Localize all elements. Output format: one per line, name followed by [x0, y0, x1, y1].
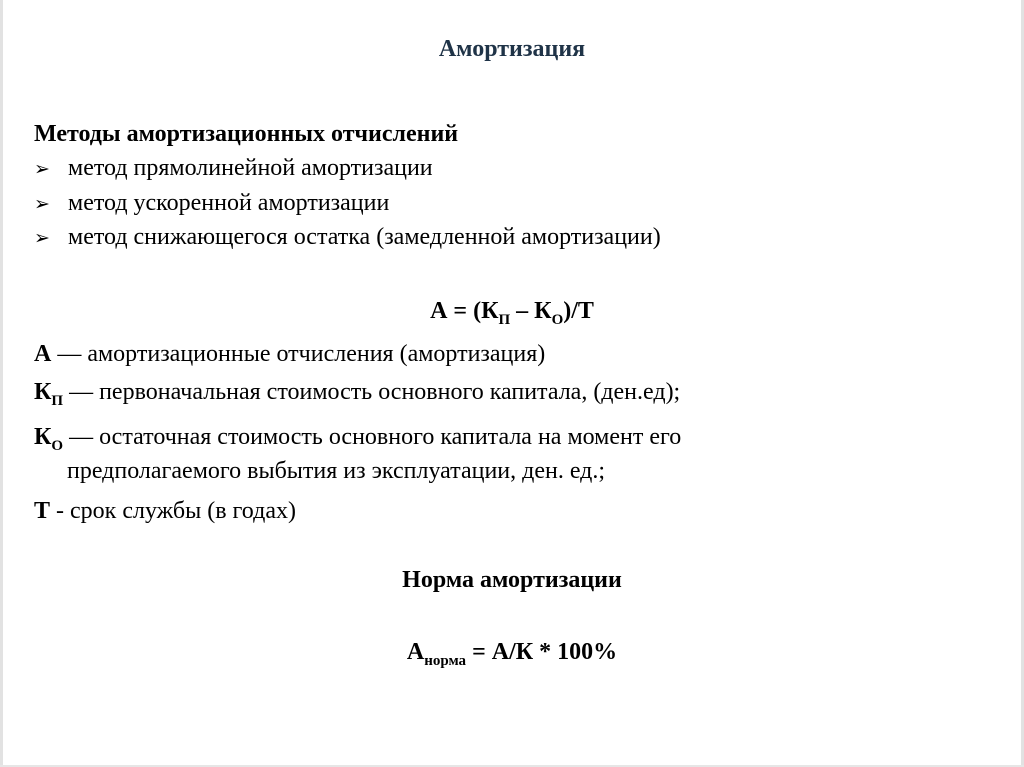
definition-t-text: - срок службы (в годах): [50, 498, 296, 524]
arrow-bullet-icon: ➢: [34, 192, 50, 215]
definition-ko-text: — остаточная стоимость основного капитала на момент его: [63, 424, 682, 450]
norm-heading: Норма амортизации: [402, 567, 622, 593]
list-item: [34, 155, 433, 182]
norm-formula: [0, 639, 1024, 670]
formula-sub-o: О: [551, 311, 564, 328]
definition-ko: [34, 424, 681, 455]
arrow-bullet-icon: ➢: [34, 226, 50, 249]
symbol-sub-p: П: [51, 392, 64, 409]
bullet-text: метод прямолинейной амортизации: [68, 155, 433, 181]
definition-t: [34, 498, 296, 525]
formula-sub-p: П: [498, 311, 511, 328]
slide-title: Амортизация: [438, 36, 586, 62]
norm-rest: = А/К * 100%: [466, 639, 618, 665]
definition-kp-text: — первоначальная стоимость основного капитала, (ден.ед);: [63, 379, 681, 405]
bullet-text: метод ускоренной амортизации: [68, 190, 390, 216]
formula-close: )/Т: [563, 298, 594, 324]
list-item: [34, 224, 661, 251]
bullet-text: метод снижающегося остатка (замедленной амортизации): [68, 224, 661, 250]
symbol-a: А: [34, 341, 52, 367]
formula-minus: – К: [510, 298, 552, 324]
norm-a: А: [406, 639, 425, 665]
definition-kp: [34, 379, 680, 410]
definition-a-text: — амортизационные отчисления (амортизация): [51, 341, 546, 367]
symbol-t: Т: [34, 498, 51, 524]
definition-ko-continuation: предполагаемого выбытия из эксплуатации, ден. ед.;: [67, 458, 606, 484]
definition-a: [34, 341, 545, 368]
symbol-sub-o: О: [51, 437, 64, 454]
methods-heading: Методы амортизационных отчислений: [34, 121, 459, 147]
list-item: [34, 190, 389, 217]
arrow-bullet-icon: ➢: [34, 157, 50, 180]
norm-sub: норма: [424, 652, 467, 669]
formula-eq-open: = (К: [447, 298, 499, 324]
formula-a: А: [430, 298, 448, 324]
symbol-k: К: [34, 424, 52, 450]
depreciation-formula: [0, 298, 1024, 329]
symbol-k: К: [34, 379, 52, 405]
